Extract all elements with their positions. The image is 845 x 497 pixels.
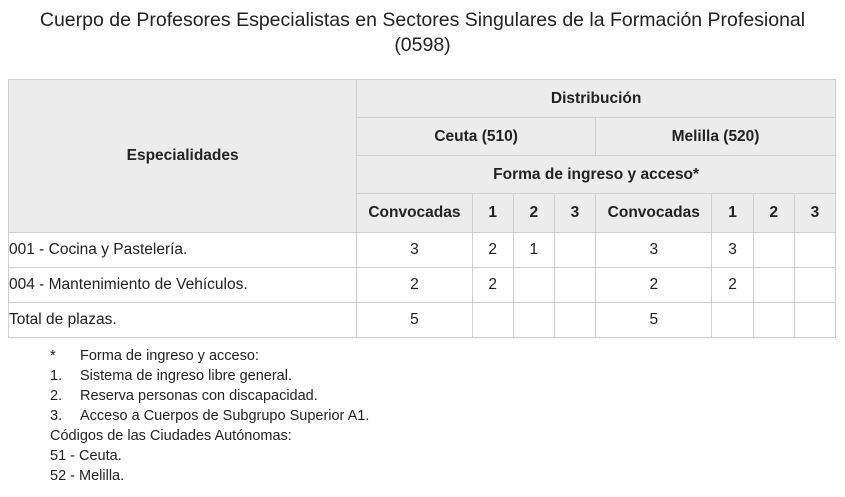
footnote-line — [50, 426, 369, 446]
table-row — [9, 233, 836, 268]
footnote-text: Sistema de ingreso libre general. — [80, 368, 292, 384]
footnote-text: Reserva personas con discapacidad. — [80, 388, 318, 404]
cell-ceuta-2 — [513, 268, 554, 303]
cell-ceuta-3 — [554, 233, 595, 268]
cell-ceuta-convocadas: 2 — [357, 268, 472, 303]
header-melilla: Melilla (520) — [596, 118, 836, 156]
footnote-text: Acceso a Cuerpos de Subgrupo Superior A1. — [80, 408, 370, 424]
subheader-melilla-2: 2 — [753, 194, 794, 233]
footnote-line — [50, 346, 369, 366]
footnote-marker: 3. — [50, 408, 63, 424]
footnote-line — [50, 466, 369, 486]
cell-ceuta-1 — [472, 303, 513, 338]
cell-melilla-convocadas: 3 — [596, 233, 712, 268]
cell-ceuta-1: 2 — [472, 233, 513, 268]
subheader-melilla-1: 1 — [712, 194, 753, 233]
cell-melilla-3 — [794, 233, 835, 268]
footnote-text: Forma de ingreso y acceso: — [80, 348, 259, 364]
footnote-marker: 2. — [50, 388, 63, 404]
header-ceuta: Ceuta (510) — [357, 118, 596, 156]
cell-melilla-1: 3 — [712, 233, 753, 268]
footnote-line — [50, 446, 369, 466]
header-forma-ingreso: Forma de ingreso y acceso* — [357, 156, 836, 194]
cell-melilla-2 — [753, 303, 794, 338]
cell-ceuta-convocadas: 5 — [357, 303, 472, 338]
table-row — [9, 268, 836, 303]
row-total-label: Total de plazas. — [9, 303, 357, 338]
footnote-text: 52 - Melilla. — [50, 468, 125, 484]
cell-ceuta-convocadas: 3 — [357, 233, 472, 268]
cell-ceuta-1: 2 — [472, 268, 513, 303]
cell-ceuta-2: 1 — [513, 233, 554, 268]
subheader-ceuta-1: 1 — [472, 194, 513, 233]
title-line-1: Cuerpo de Profesores Especialistas en Sectores Singulares de la Formación Profesional — [39, 9, 806, 31]
subheader-ceuta-2: 2 — [513, 194, 554, 233]
page-title — [0, 8, 845, 58]
row-especialidad: 004 - Mantenimiento de Vehículos. — [9, 268, 357, 303]
cell-melilla-convocadas: 2 — [596, 268, 712, 303]
cell-melilla-2 — [753, 233, 794, 268]
header-distribucion: Distribución — [357, 80, 836, 118]
cell-ceuta-2 — [513, 303, 554, 338]
footnote-line — [50, 386, 369, 406]
footnote-marker: 1. — [50, 368, 63, 384]
cell-melilla-1 — [712, 303, 753, 338]
cell-melilla-convocadas: 5 — [596, 303, 712, 338]
cell-ceuta-3 — [554, 268, 595, 303]
header-especialidades: Especialidades — [9, 80, 357, 233]
cell-melilla-3 — [794, 303, 835, 338]
footnote-text: Códigos de las Ciudades Autónomas: — [50, 428, 292, 444]
footnote-line — [50, 366, 369, 386]
footnote-text: 51 - Ceuta. — [50, 448, 122, 464]
footnote-marker: * — [50, 348, 56, 364]
cell-melilla-2 — [753, 268, 794, 303]
subheader-melilla-convocadas: Convocadas — [596, 194, 712, 233]
footnote-line — [50, 406, 369, 426]
cell-melilla-1: 2 — [712, 268, 753, 303]
subheader-ceuta-3: 3 — [554, 194, 595, 233]
cell-melilla-3 — [794, 268, 835, 303]
footnotes — [50, 346, 369, 486]
subheader-melilla-3: 3 — [794, 194, 835, 233]
row-especialidad: 001 - Cocina y Pastelería. — [9, 233, 357, 268]
plazas-table — [8, 79, 836, 338]
cell-ceuta-3 — [554, 303, 595, 338]
subheader-ceuta-convocadas: Convocadas — [357, 194, 472, 233]
title-line-2: (0598) — [394, 34, 451, 56]
table-row-total — [9, 303, 836, 338]
